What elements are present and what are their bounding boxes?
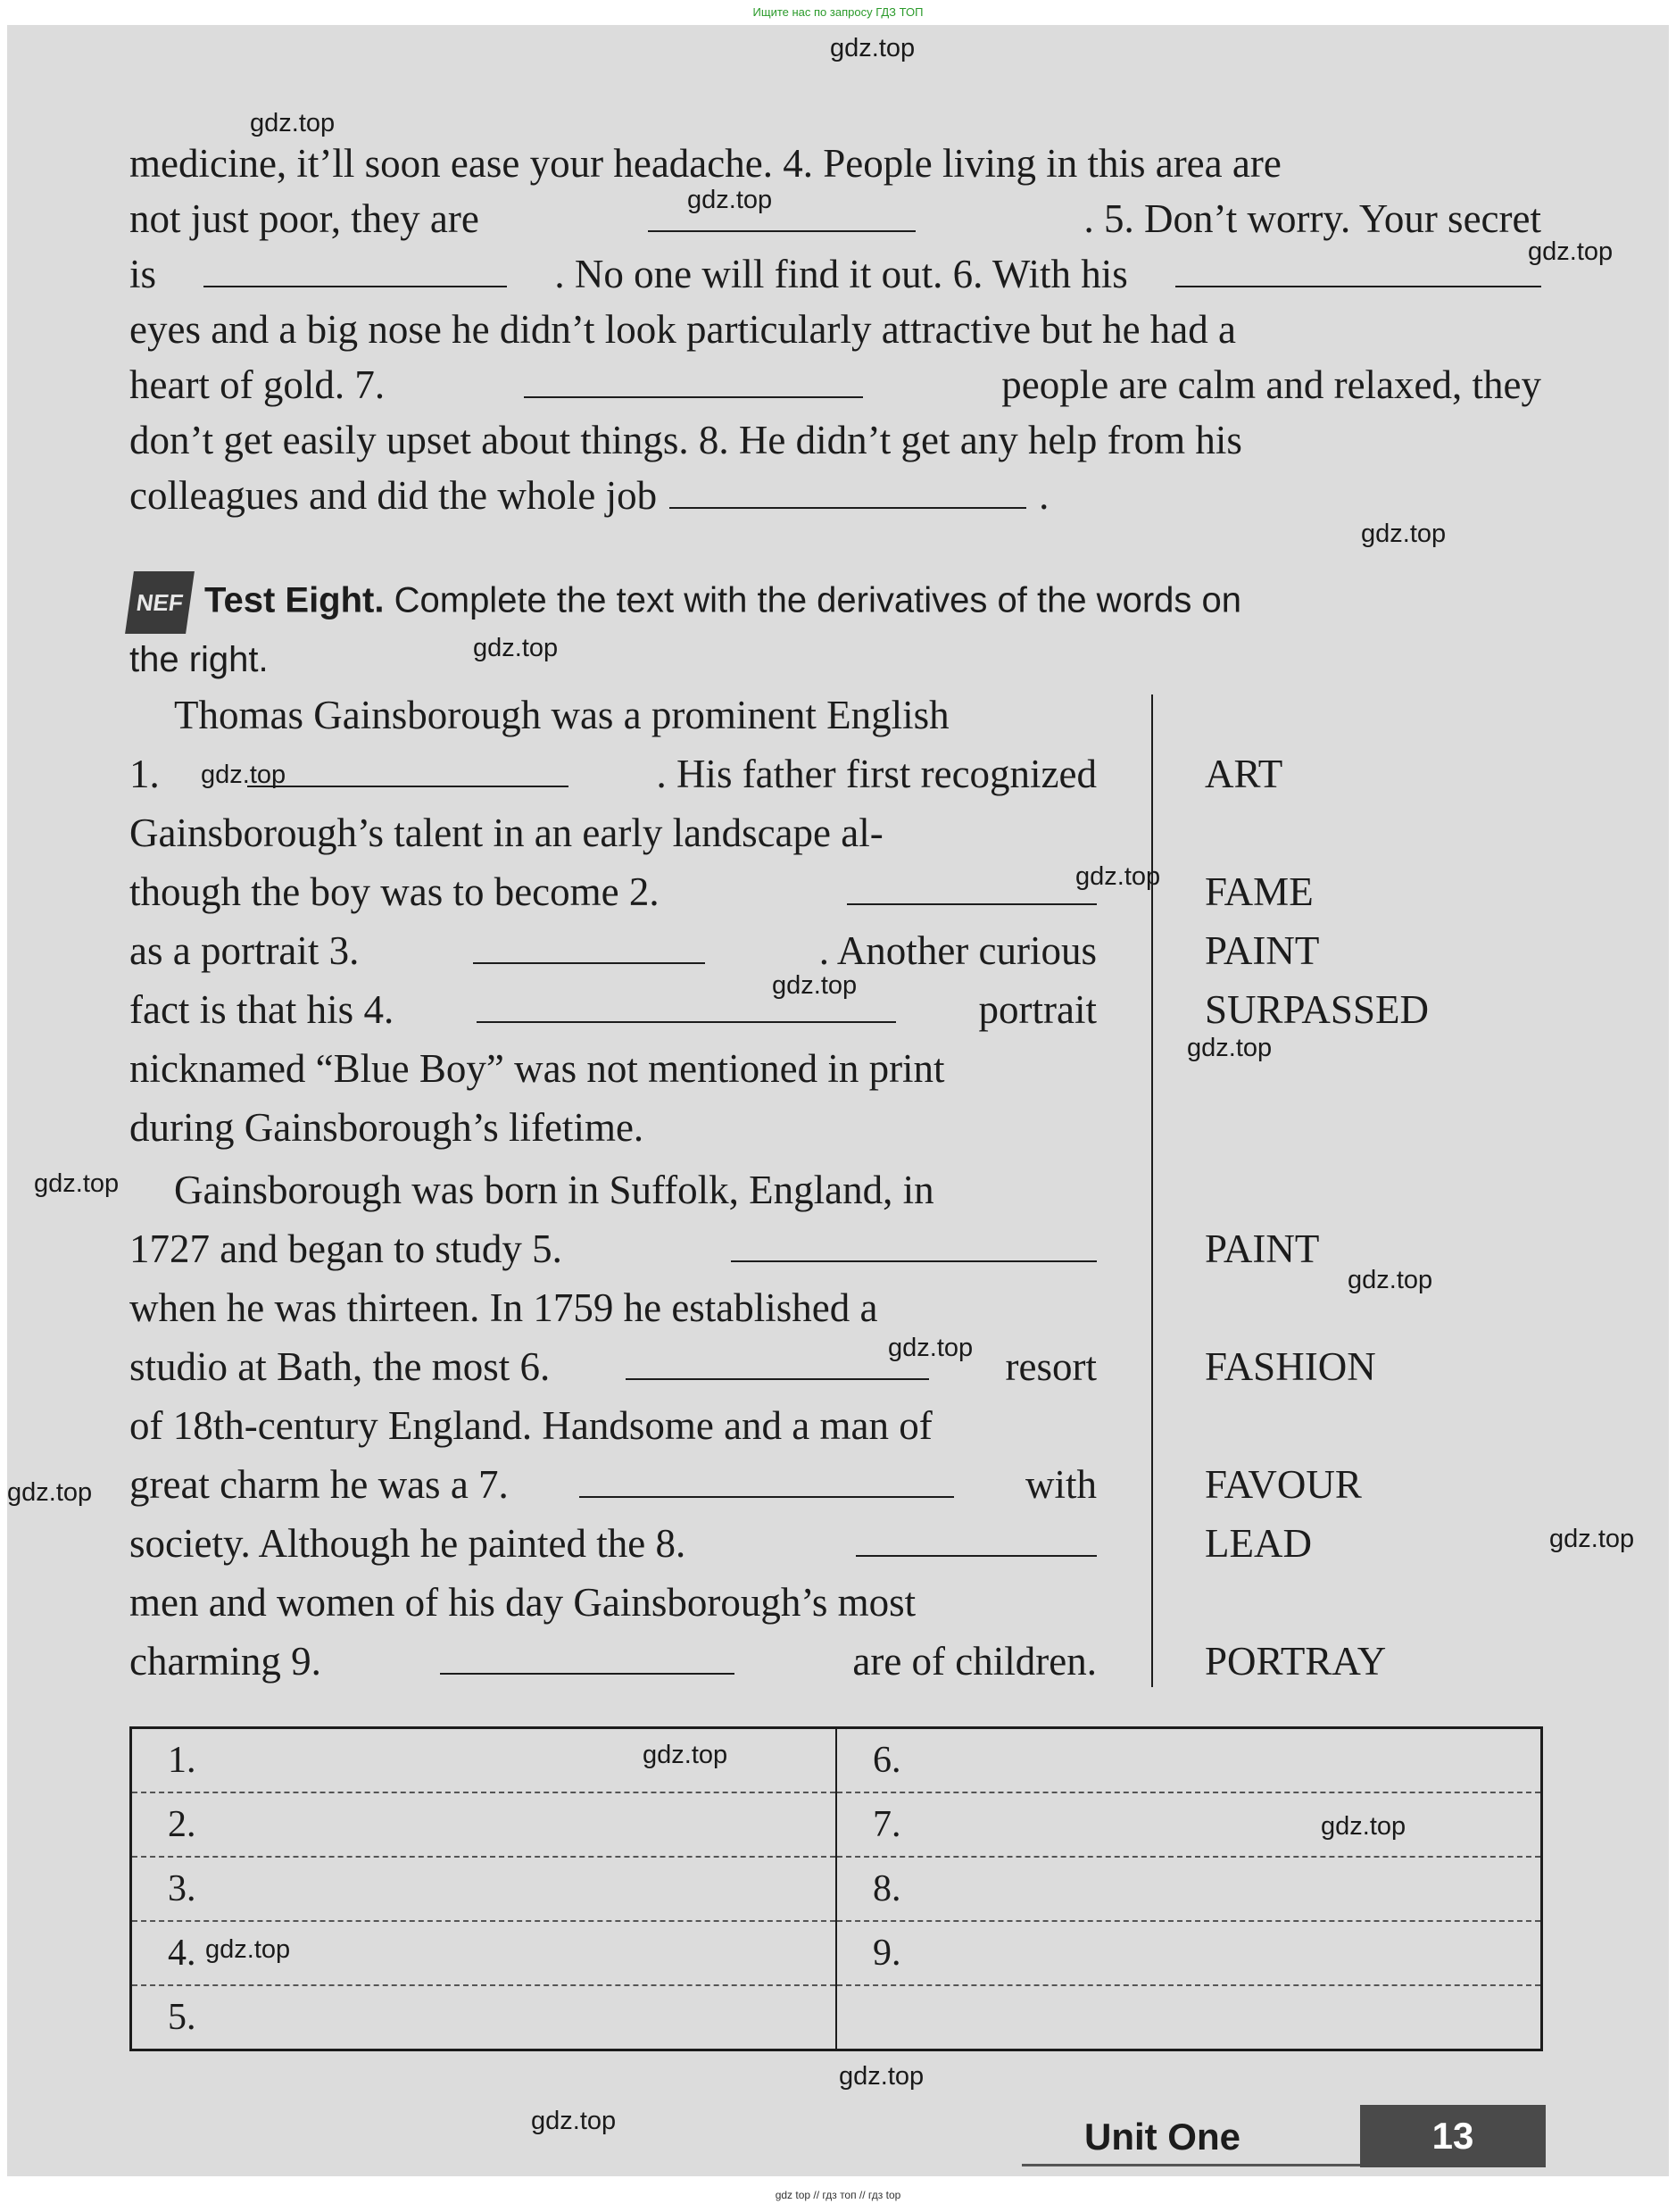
text-span: great charm he was a 7. xyxy=(129,1462,509,1507)
watermark: gdz.top xyxy=(201,761,286,789)
word-paint: PAINT xyxy=(1205,1227,1320,1271)
instruction-text: Complete the text with the derivatives of the words on xyxy=(394,580,1241,620)
text-line xyxy=(129,357,1541,412)
answer-cell[interactable]: 1. xyxy=(131,1728,837,1793)
answer-blank[interactable] xyxy=(579,1462,954,1498)
watermark: gdz.top xyxy=(830,34,916,62)
word-lead: LEAD xyxy=(1205,1521,1312,1566)
text-span: with xyxy=(1025,1462,1097,1507)
watermark: gdz.top xyxy=(839,2062,925,2091)
exercise-title: Test Eight. xyxy=(204,580,385,620)
text-span: resort xyxy=(1005,1344,1097,1389)
watermark: gdz.top xyxy=(1549,1525,1635,1553)
text-span: men and women of his day Gainsborough’s most xyxy=(129,1580,917,1625)
text-span: Gainsborough was born in Suffolk, England, in xyxy=(174,1168,934,1212)
text-span: as a portrait 3. xyxy=(129,928,360,973)
answer-blank[interactable] xyxy=(669,473,1026,509)
text-line xyxy=(129,803,1097,862)
watermark: gdz.top xyxy=(1321,1812,1406,1841)
watermark: gdz.top xyxy=(1361,520,1447,548)
text-span: studio at Bath, the most 6. xyxy=(129,1344,551,1389)
text-line xyxy=(129,1098,1097,1157)
text-line xyxy=(129,1455,1097,1514)
text-line xyxy=(129,302,1541,357)
watermark: gdz.top xyxy=(1348,1266,1433,1294)
text-line xyxy=(129,921,1097,980)
answer-cell[interactable]: 7. xyxy=(836,1792,1542,1857)
text-line xyxy=(129,191,1541,246)
word-portray: PORTRAY xyxy=(1205,1639,1387,1684)
word-fame: FAME xyxy=(1205,869,1314,914)
text-span: . No one will find it out. 6. With his xyxy=(554,252,1128,296)
text-span: people are calm and relaxed, they xyxy=(1001,362,1541,407)
answer-table xyxy=(129,1726,1543,2051)
text-line xyxy=(129,1219,1097,1278)
text-span: 1727 and began to study 5. xyxy=(129,1227,562,1271)
text-line xyxy=(129,1632,1097,1691)
text-line xyxy=(129,686,1097,744)
watermark: gdz.top xyxy=(1187,1034,1273,1062)
answer-cell[interactable]: 6. xyxy=(836,1728,1542,1793)
text-line xyxy=(129,1573,1097,1632)
word-fashion: FASHION xyxy=(1205,1344,1376,1389)
text-line xyxy=(129,468,1541,523)
text-span: . His father first recognized xyxy=(656,752,1097,796)
text-span: of 18th-century England. Handsome and a man of xyxy=(129,1403,933,1448)
text-line xyxy=(129,412,1541,468)
table-row xyxy=(131,1857,1542,1921)
answer-cell[interactable]: 3. xyxy=(131,1857,837,1921)
top-link[interactable]: Ищите нас по запросу ГДЗ ТОП xyxy=(752,5,924,19)
answer-cell[interactable]: 8. xyxy=(836,1857,1542,1921)
watermark: gdz.top xyxy=(1075,862,1161,891)
text-span: are of children. xyxy=(852,1639,1097,1684)
text-line xyxy=(129,1160,1097,1219)
text-line xyxy=(129,136,1541,191)
watermark: gdz.top xyxy=(888,1334,974,1362)
answer-cell[interactable]: 9. xyxy=(836,1921,1542,1985)
text-span: . 5. Don’t worry. Your secret xyxy=(1083,196,1541,241)
watermark: gdz.top xyxy=(772,971,858,1000)
watermark: gdz.top xyxy=(250,109,336,137)
text-span: medicine, it’ll soon ease your headache. 4. People living in this area are xyxy=(129,141,1282,186)
bottom-link[interactable]: gdz top // гдз топ // гдз top xyxy=(775,2189,901,2201)
table-row xyxy=(131,1728,1542,1793)
text-span: not just poor, they are xyxy=(129,196,479,241)
word-paint: PAINT xyxy=(1205,928,1320,973)
answer-blank[interactable] xyxy=(473,928,705,964)
table-row xyxy=(131,1985,1542,2050)
answer-cell[interactable]: 5. xyxy=(131,1985,837,2050)
answer-blank[interactable] xyxy=(247,752,568,787)
text-line xyxy=(129,980,1097,1039)
word-art: ART xyxy=(1205,752,1283,796)
watermark: gdz.top xyxy=(34,1169,120,1198)
watermark: gdz.top xyxy=(687,186,773,214)
text-span: is xyxy=(129,252,157,296)
text-span: nicknamed “Blue Boy” was not mentioned in print xyxy=(129,1046,945,1091)
word-surpassed: SURPASSED xyxy=(1205,987,1429,1032)
text-span: don’t get easily upset about things. 8. He didn’t get any help from his xyxy=(129,418,1242,462)
text-span: Gainsborough’s talent in an early landscape al- xyxy=(129,811,884,855)
exercise-instruction xyxy=(129,571,1541,686)
text-span: . xyxy=(1039,473,1050,518)
answer-blank[interactable] xyxy=(440,1639,734,1675)
answer-cell[interactable]: 4. xyxy=(131,1921,837,1985)
watermark: gdz.top xyxy=(643,1741,728,1769)
table-row xyxy=(131,1921,1542,1985)
watermark: gdz.top xyxy=(205,1935,291,1964)
unit-label: Unit One xyxy=(1084,2116,1240,2158)
text-span: Thomas Gainsborough was a prominent English xyxy=(174,693,950,737)
text-span: when he was thirteen. In 1759 he established a xyxy=(129,1285,878,1330)
word-favour: FAVOUR xyxy=(1205,1462,1362,1507)
watermark: gdz.top xyxy=(531,2107,617,2135)
answer-blank[interactable] xyxy=(1175,252,1541,287)
answer-blank[interactable] xyxy=(731,1227,1097,1262)
text-span: 1. xyxy=(129,752,160,796)
text-line xyxy=(129,246,1541,302)
watermark: gdz.top xyxy=(7,1478,93,1507)
text-line xyxy=(129,1278,1097,1337)
text-span: fact is that his 4. xyxy=(129,987,394,1032)
answer-blank[interactable] xyxy=(524,362,863,398)
text-line xyxy=(129,1396,1097,1455)
watermark: gdz.top xyxy=(473,634,559,662)
text-span: colleagues and did the whole job xyxy=(129,473,658,518)
answer-blank[interactable] xyxy=(626,1344,929,1380)
text-line xyxy=(129,1039,1097,1098)
text-line xyxy=(129,862,1097,921)
text-span: society. Although he painted the 8. xyxy=(129,1521,686,1566)
text-line xyxy=(129,1514,1097,1573)
answer-blank[interactable] xyxy=(203,252,507,287)
nef-badge-icon: NEF xyxy=(125,571,195,634)
text-span: though the boy was to become 2. xyxy=(129,869,660,914)
text-span: heart of gold. 7. xyxy=(129,362,386,407)
answer-blank[interactable] xyxy=(856,1521,1097,1557)
text-span: . Another curious xyxy=(818,928,1097,973)
answer-blank[interactable] xyxy=(847,869,1097,905)
page-number: 13 xyxy=(1360,2105,1546,2167)
watermark: gdz.top xyxy=(1528,237,1614,266)
text-span: charming 9. xyxy=(129,1639,321,1684)
text-span: during Gainsborough’s lifetime. xyxy=(129,1105,644,1150)
text-span: portrait xyxy=(978,987,1097,1032)
instruction-text: the right. xyxy=(129,640,269,679)
text-span: eyes and a big nose he didn’t look particularly attractive but he had a xyxy=(129,307,1237,352)
answer-cell[interactable] xyxy=(836,1985,1542,2050)
answer-cell[interactable]: 2. xyxy=(131,1792,837,1857)
footer-rule xyxy=(1022,2164,1361,2166)
column-divider xyxy=(1151,694,1153,1687)
